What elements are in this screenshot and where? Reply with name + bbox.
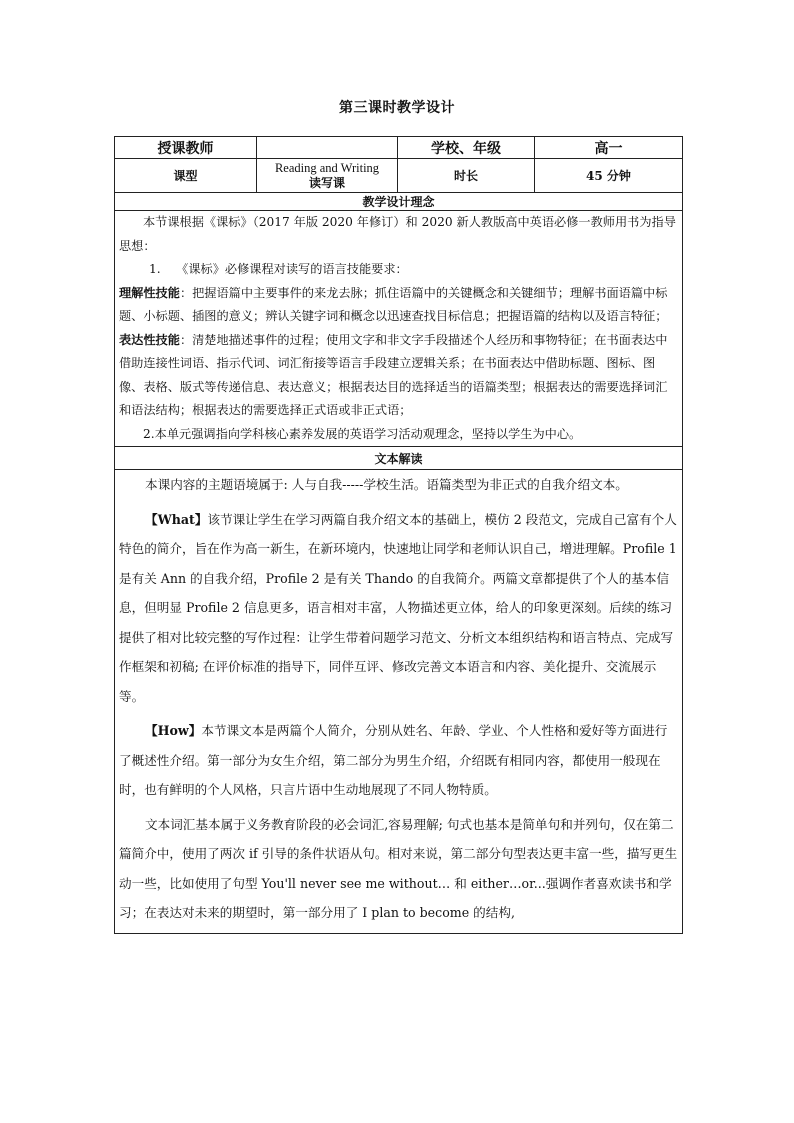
- comprehension-skills: [119, 282, 678, 329]
- course-type-zh: 读写课: [308, 175, 345, 190]
- page-title: 第三课时教学设计: [339, 100, 455, 116]
- what-tag: 【What】: [145, 511, 208, 527]
- item-1-number: 1.: [149, 262, 161, 276]
- table-row-philosophy-heading: [115, 193, 683, 211]
- duration-value: 45 分钟: [535, 159, 683, 193]
- expression-text: ：清楚地描述事件的过程；使用文字和非文字手段描述个人经历和事物特征；在书面表达中借助连接性词语、指示代词、词汇衔接等语言手段建立逻辑关系；在书面表达中借助标题、图标、图像、表格、版式等传递信息、表达意义；根据表达目的选择适当的语篇类型；根据表达的需要选择词汇和语法结构；根据表达的需要选择正式语或非正式语；: [119, 332, 668, 417]
- school-grade-label: 学校、年级: [398, 137, 535, 159]
- table-row-philosophy-body: [115, 211, 683, 447]
- how-text: 本节课文本是两篇个人简介，分别从姓名、年龄、学业、个人性格和爱好等方面进行了概述性介绍。第一部分为女生介绍，第二部分为男生介绍，介绍既有相同内容，都使用一般现在时，也有鲜明的个人风格，只言片语中生动地展现了不同人物特质。: [119, 723, 668, 797]
- philosophy-body: [115, 211, 683, 447]
- text-analysis-body: [115, 470, 683, 934]
- teacher-value: [257, 137, 398, 159]
- grade-value: 高一: [535, 137, 683, 159]
- item-1-text: 《课标》必修课程对读写的语言技能要求：: [176, 262, 408, 276]
- text-analysis-para-1: 本课内容的主题语境属于: 人与自我-----学校生活。语篇类型为非正式的自我介绍文本。: [145, 477, 628, 492]
- course-type-label: 课型: [115, 159, 257, 193]
- course-type-value: [257, 159, 398, 193]
- philosophy-intro: 本节课根据《课标》（2017 年版 2020 年修订）和 2020 新人教版高中英语必修一教师用书为指导思想：: [119, 215, 676, 253]
- text-analysis-para-4: 文本词汇基本属于义务教育阶段的必会词汇,容易理解; 句式也基本是简单句和并列句，仅在第二篇简介中，使用了两次 if 引导的条件状语从句。相对来说，第二部分句型表达更丰富一些，描写更生动一些，比如使用了句型 You'll never see me without… 和 either…or...强调作者喜欢读书和学习；在表达对未来的期望时，第一部分用了 I plan to become 的结构,: [119, 816, 678, 920]
- how-tag: 【How】: [145, 723, 202, 738]
- table-row-text-analysis-body: [115, 470, 683, 934]
- table-row-course: [115, 159, 683, 193]
- philosophy-item-2: 2.本单元强调指向学科核心素养发展的英语学习活动观理念，坚持以学生为中心。: [143, 426, 582, 441]
- teacher-label: 授课教师: [115, 137, 257, 159]
- text-analysis-heading: 文本解读: [115, 447, 683, 470]
- table-row-text-analysis-heading: [115, 447, 683, 470]
- duration-label: 时长: [398, 159, 535, 193]
- lesson-plan-table: [114, 136, 683, 934]
- comprehension-label: 理解性技能: [119, 285, 180, 300]
- what-text: 该节课让学生在学习两篇自我介绍文本的基础上，模仿 2 段范文，完成自己富有个人特色的简介，旨在作为高一新生，在新环境内，快速地让同学和老师认识自己，增进理解。Profile 1 是有关 Ann 的自我介绍，Profile 2 是有关 Thando 的自我简介。两篇文章都提供了个人的基本信息，但明显 Profile 2 信息更多，语言相对丰富，人物描述更立体，给人的印象更深刻。后续的练习提供了相对比较完整的写作过程：让学生带着问题学习范文、分析文本组织结构和语言特点、完成写作框架和初稿; 在评价标准的指导下，同伴互评、修改完善文本语言和内容、美化提升、交流展示等。: [119, 511, 677, 704]
- course-type-en: Reading and Writing: [274, 160, 380, 175]
- expression-label: 表达性技能: [119, 332, 180, 347]
- expression-skills: [119, 329, 678, 423]
- text-analysis-how: [119, 716, 678, 805]
- text-analysis-what: [119, 505, 678, 712]
- table-row-teacher: [115, 137, 683, 159]
- comprehension-text: ：把握语篇中主要事件的来龙去脉；抓住语篇中的关键概念和关键细节；理解书面语篇中标题、小标题、插图的意义；辨认关键字词和概念以迅速查找目标信息；把握语篇的结构以及语言特征；: [119, 285, 668, 323]
- philosophy-item-1: [119, 258, 678, 282]
- philosophy-heading: 教学设计理念: [115, 193, 683, 211]
